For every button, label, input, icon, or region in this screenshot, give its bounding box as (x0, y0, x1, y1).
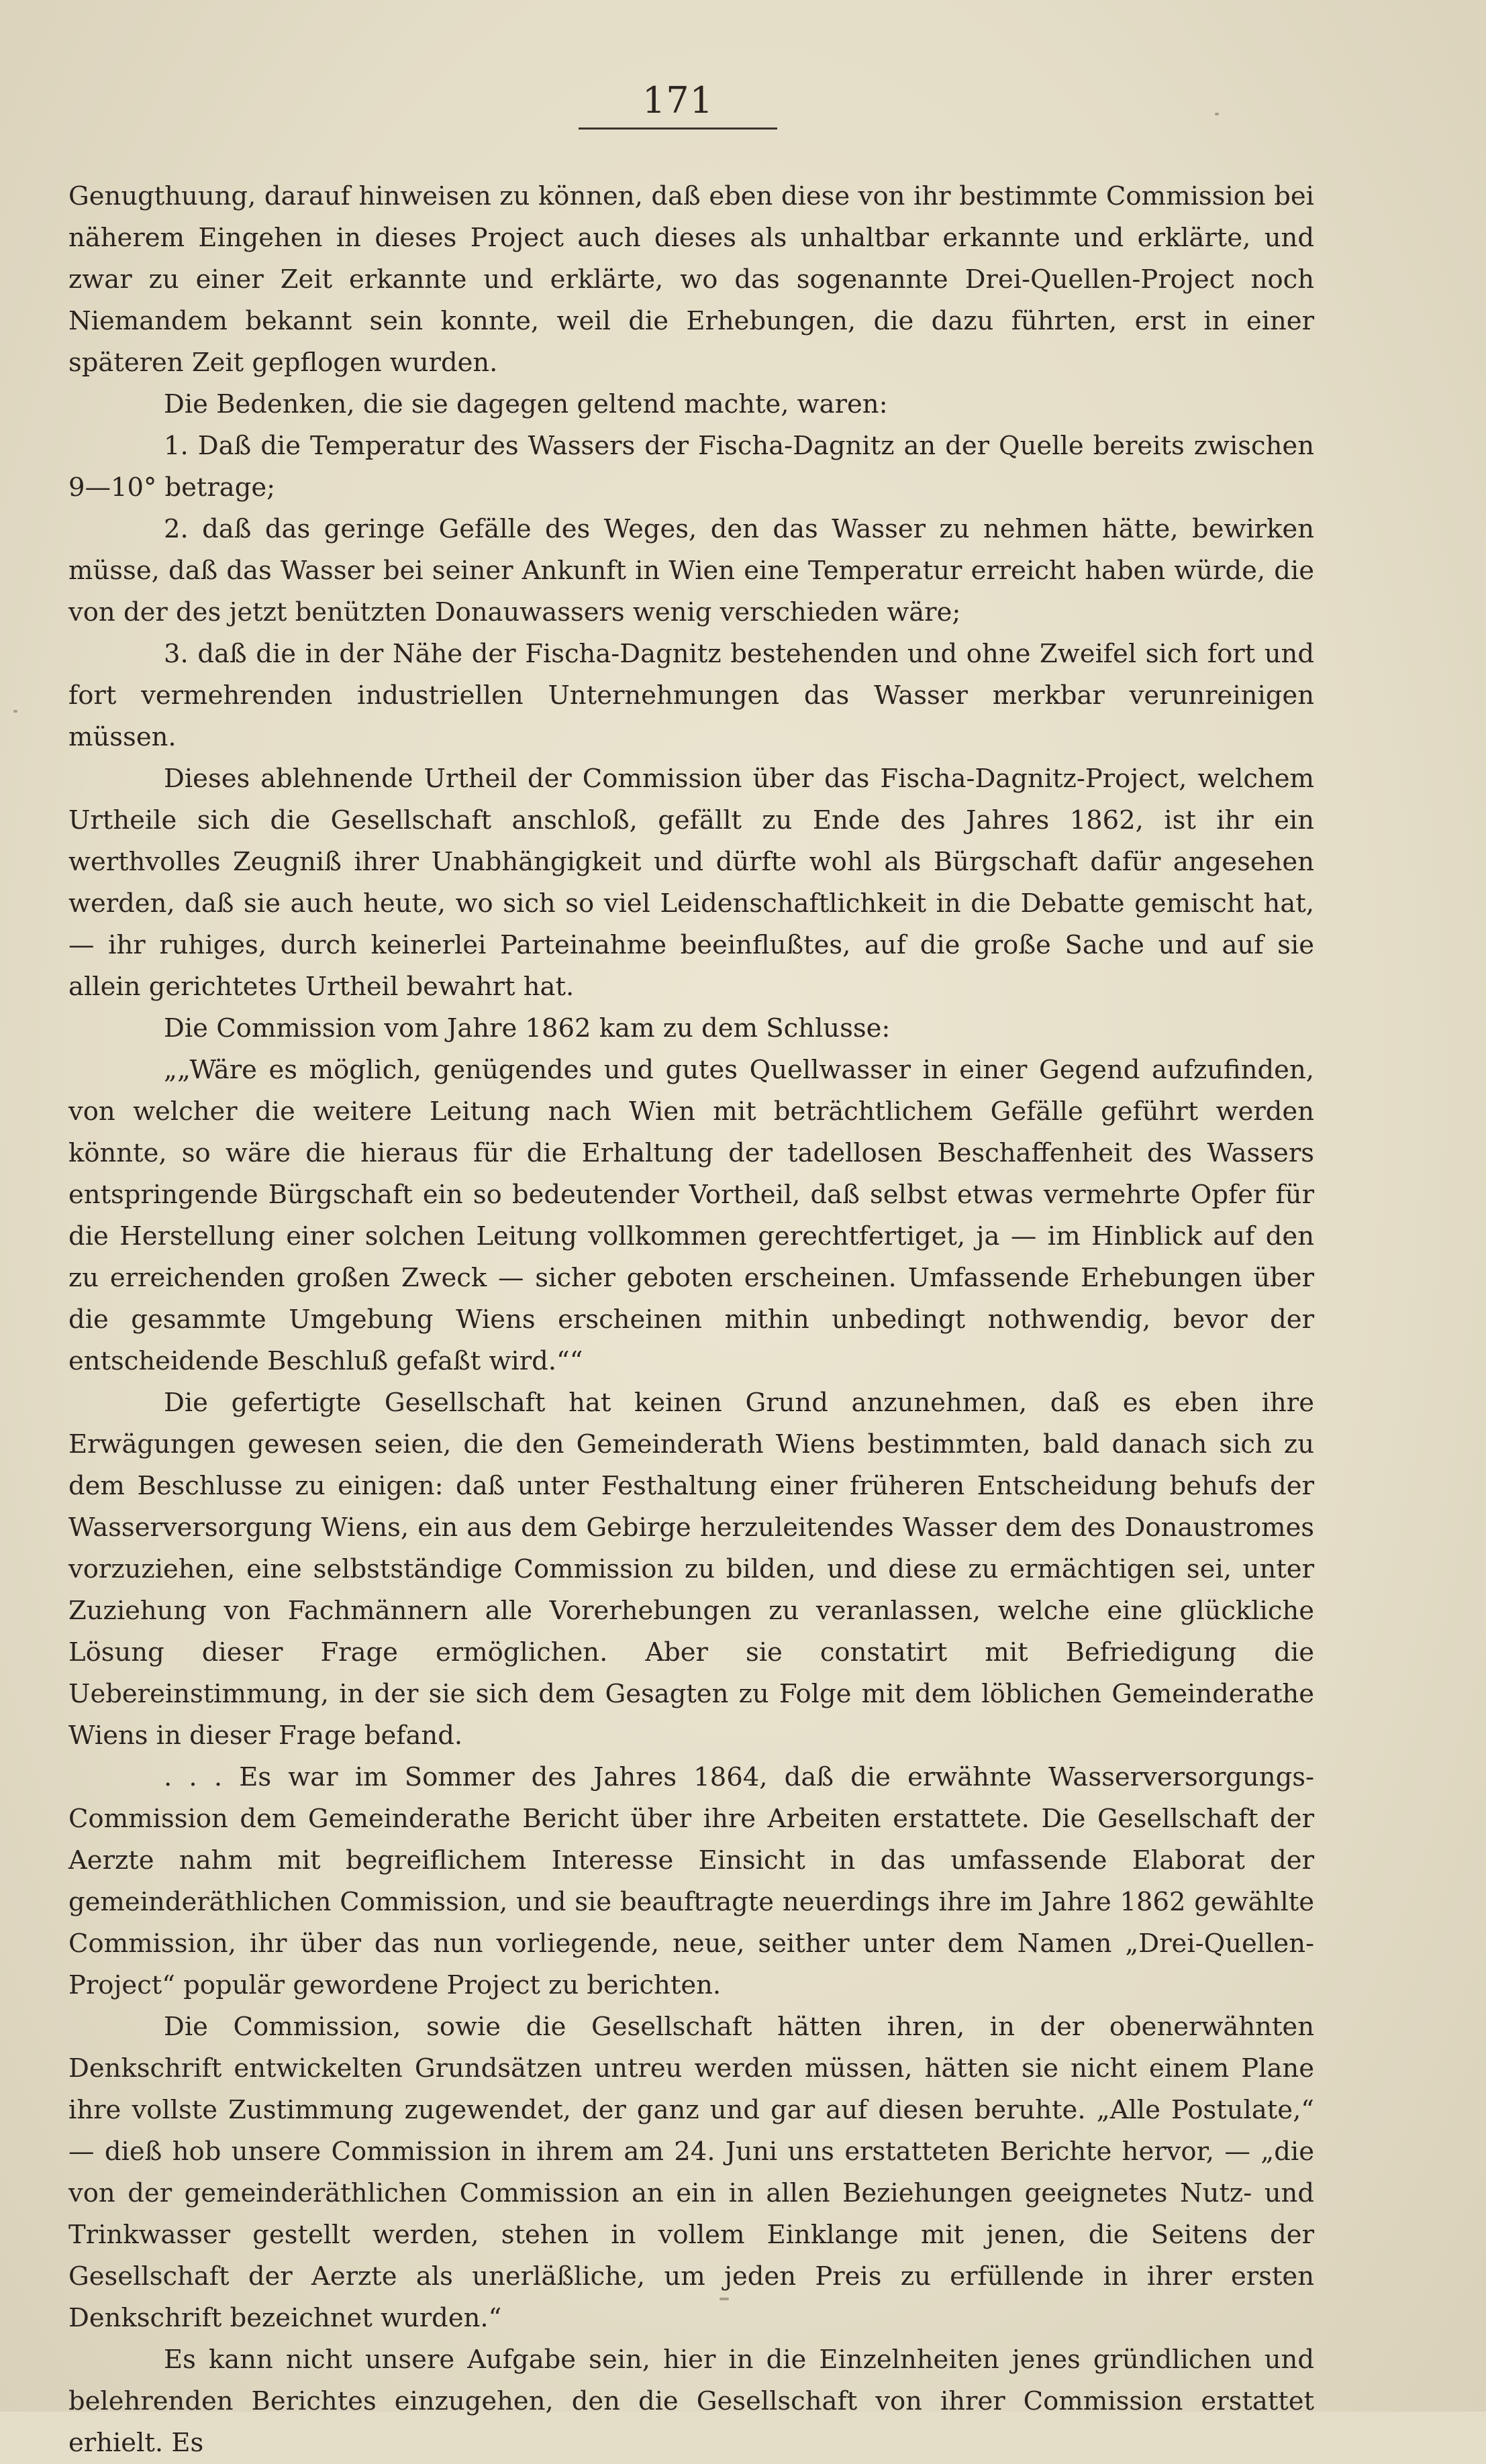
list-item-3: 3. daß die in der Nähe der Fischa-Dagnitz bestehenden und ohne Zweifel sich fort und fort vermehrenden industriellen Unternehmungen das Wasser merkbar verunreinigen müssen. (68, 639, 1314, 752)
header-rule (579, 127, 777, 130)
paragraph-commission: Die Commission, sowie die Gesellschaft hätten ihren, in der obenerwähnten Denkschrift entwickelten Grundsätzen untreu werden müssen, hätten sie nicht einem Plane ihre vollste Zustimmung zugewendet, der ganz und gar auf diesen beruhte. „Alle Postulate,“ — dieß hob unsere Commission in ihrem am 24. Juni uns erstatteten Berichte hervor, — „die von der gemeinderäthlichen Commission an ein in allen Beziehungen geeignetes Nutz- und Trinkwasser gestellt werden, stehen in vollem Einklange mit jenen, die Seitens der Gesellschaft der Aerzte als unerläßliche, um jeden Preis zu erfüllende in ihrer ersten Denkschrift bezeichnet wurden.“ (68, 2012, 1314, 2333)
paragraph-quote: „„Wäre es möglich, genügendes und gutes Quellwasser in einer Gegend aufzufinden, von welcher die weitere Leitung nach Wien mit beträchtlichem Gefälle geführt werden könnte, so wäre die hieraus für die Erhaltung der tadellosen Beschaffenheit des Wassers entspringende Bürgschaft ein so bedeutender Vortheil, daß selbst etwas vermehrte Opfer für die Herstellung einer solchen Leitung vollkommen gerechtfertiget, ja — im Hinblick auf den zu erreichenden großen Zweck — sicher geboten erscheinen. Umfassende Erhebungen über die gesammte Umgebung Wiens erscheinen mithin unbedingt nothwendig, bevor der entscheidende Beschluß gefaßt wird.““ (68, 1055, 1314, 1376)
paper-speck (1215, 113, 1219, 115)
list-item-1: 1. Daß die Temperatur des Wassers der Fischa-Dagnitz an der Quelle bereits zwischen 9—10° betrage; (68, 431, 1314, 503)
page-number: 171 (642, 79, 714, 121)
paragraph-gesellschaft: Die gefertigte Gesellschaft hat keinen Grund anzunehmen, daß es eben ihre Erwägungen gewesen seien, die den Gemeinderath Wiens bestimmten, bald danach sich zu dem Beschlusse zu einigen: daß unter Festhaltung einer früheren Entscheidung behufs der Wasserversorgung Wiens, ein aus dem Gebirge herzuleitendes Wasser dem des Donaustromes vorzuziehen, eine selbstständige Commission zu bilden, und diese zu ermächtigen sei, unter Zuziehung von Fachmännern alle Vorerhebungen zu veranlassen, welche eine glückliche Lösung dieser Frage ermöglichen. Aber sie constatirt mit Befriedigung die Uebereinstimmung, in der sie sich dem Gesagten zu Folge mit dem löblichen Gemeinderathe Wiens in dieser Frage befand. (68, 1388, 1314, 1751)
paragraph-urtheil: Dieses ablehnende Urtheil der Commission über das Fischa-Dagnitz-Project, welchem Urtheile sich die Gesellschaft anschloß, gefällt zu Ende des Jahres 1862, ist ihr ein werthvolles Zeugniß ihrer Unabhängigkeit und dürfte wohl als Bürgschaft dafür angesehen werden, daß sie auch heute, wo sich so viel Leidenschaftlichkeit in die Debatte gemischt hat, — ihr ruhiges, durch keinerlei Parteinahme beeinflußtes, auf die große Sache und auf sie allein gerichtetes Urtheil bewahrt hat. (68, 764, 1314, 1002)
paper-speck (13, 710, 17, 713)
paragraph-continuation: Genugthuung, darauf hinweisen zu können, daß eben diese von ihr bestimmte Commission bei näherem Eingehen in dieses Project auch dieses als unhaltbar erkannte und erklärte, und zwar zu einer Zeit erkannte und erklärte, wo das sogenannte Drei-Quellen-Project noch Niemandem bekannt sein konnte, weil die Erhebungen, die dazu führten, erst in einer späteren Zeit gepflogen wurden. (68, 181, 1314, 378)
paragraph-sommer-1864: . . . Es war im Sommer des Jahres 1864, daß die erwähnte Wasserversorgungs-Commission dem Gemeinderathe Bericht über ihre Arbeiten erstattete. Die Gesellschaft der Aerzte nahm mit begreiflichem Interesse Einsicht in das umfassende Elaborat der gemeinderäthlichen Commission, und sie beauftragte neuerdings ihre im Jahre 1862 gewählte Commission, ihr über das nun vorliegende, neue, seither unter dem Namen „Drei-Quellen-Project“ populär gewordene Project zu berichten. (68, 1762, 1314, 2000)
body-text (68, 176, 1314, 2464)
paragraph-schluss: Die Commission vom Jahre 1862 kam zu dem Schlusse: (164, 1013, 891, 1043)
list-item-2: 2. daß das geringe Gefälle des Weges, den das Wasser zu nehmen hätte, bewirken müsse, daß das Wasser bei seiner Ankunft in Wien eine Temperatur erreicht haben würde, die von der des jetzt benützten Donauwassers wenig verschieden wäre; (68, 514, 1314, 627)
paragraph-aufgabe: Es kann nicht unsere Aufgabe sein, hier in die Einzelnheiten jenes gründlichen und belehrenden Berichtes einzugehen, den die Gesellschaft von ihrer Commission erstattet erhielt. Es (68, 2345, 1314, 2458)
paragraph-bedenken: Die Bedenken, die sie dagegen geltend machte, waren: (164, 389, 888, 419)
paper-speck (720, 2298, 729, 2300)
